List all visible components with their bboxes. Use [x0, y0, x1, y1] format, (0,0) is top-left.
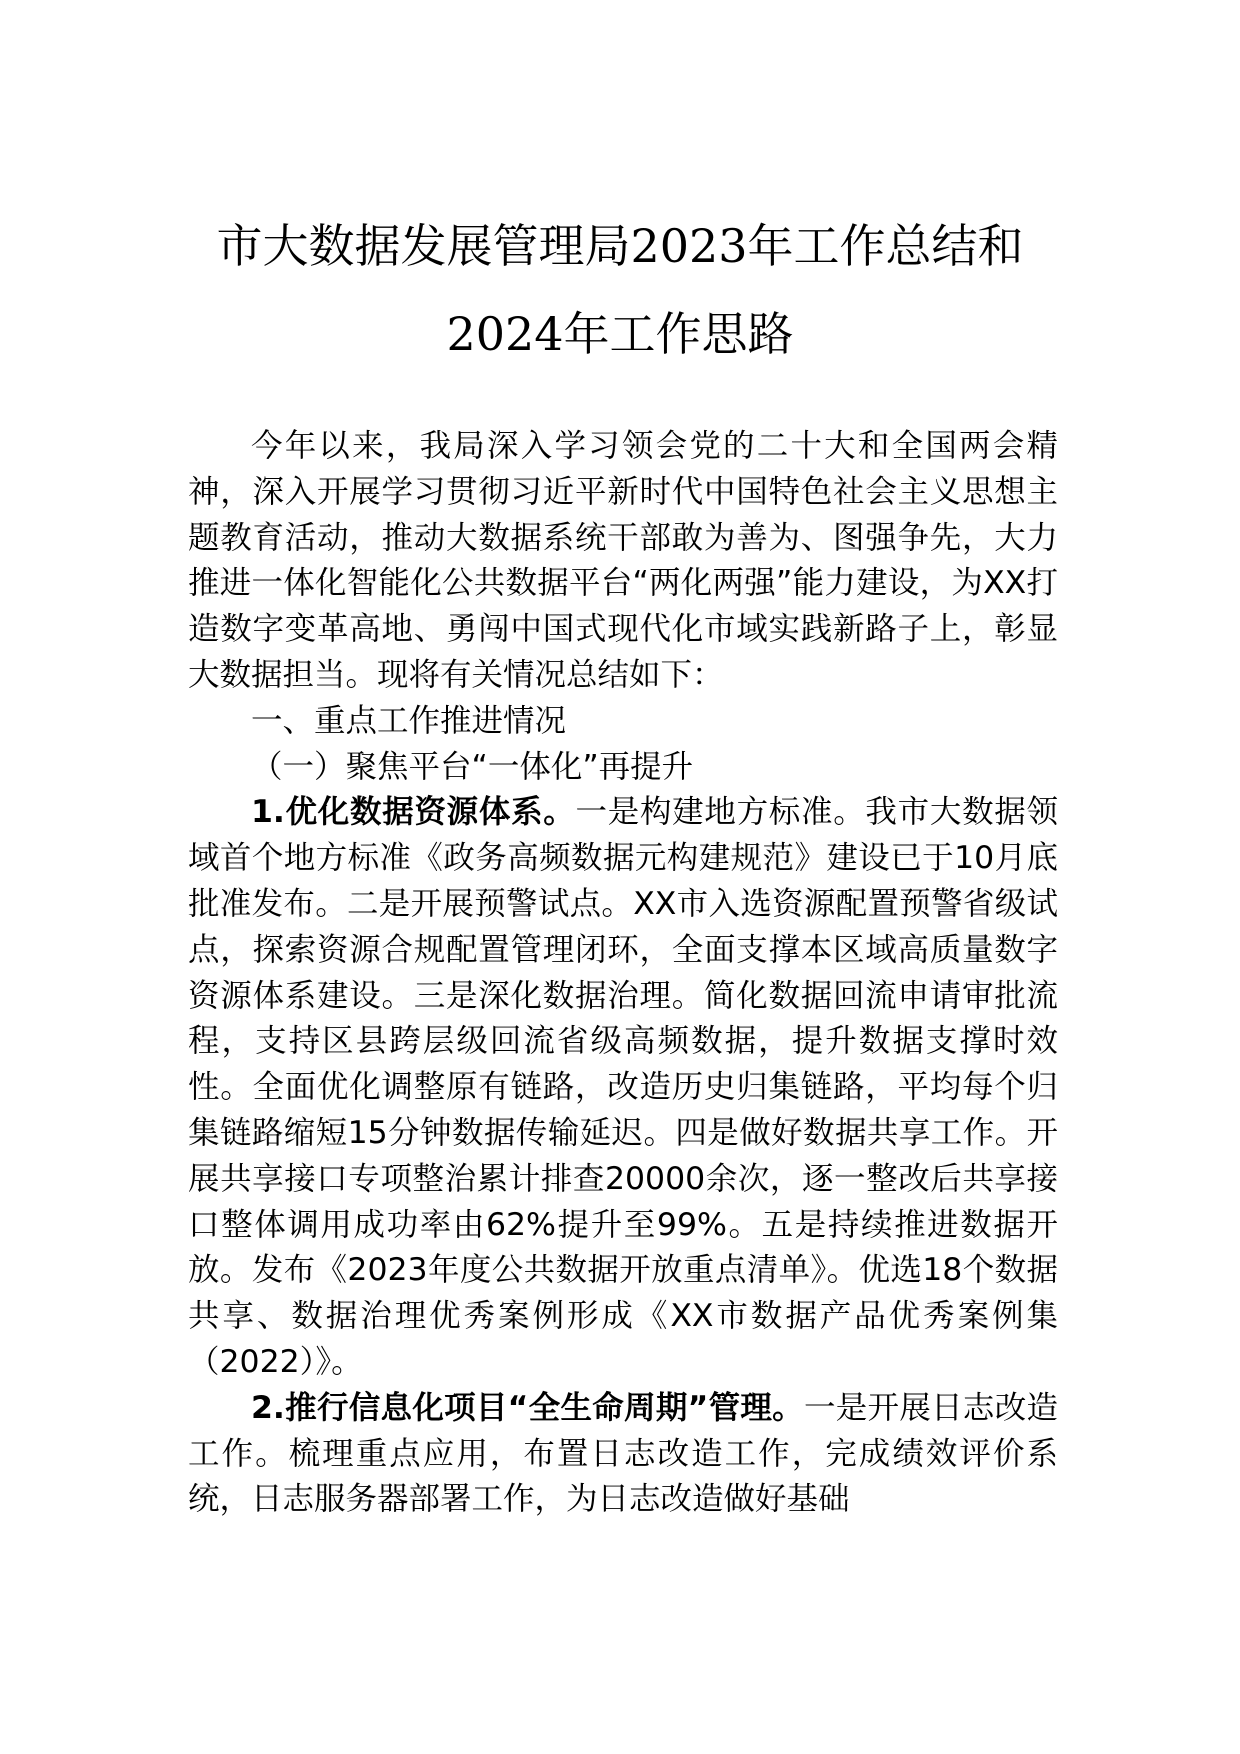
document-title-line-1: 市大数据发展管理局2023年工作总结和	[216, 219, 1024, 273]
subsection-heading: （一）聚焦平台“一体化”再提升	[251, 748, 694, 785]
item-1-paragraph	[188, 790, 1058, 1385]
document-title-line-2: 2024年工作思路	[446, 307, 794, 361]
item-1-lead: 1.优化数据资源体系。	[251, 794, 576, 831]
item-2-lead: 2.推行信息化项目“全生命周期”管理。	[251, 1389, 804, 1426]
document-body	[188, 424, 1058, 1523]
item-2-paragraph	[188, 1386, 1058, 1523]
intro-paragraph: 今年以来，我局深入学习领会党的二十大和全国两会精神，深入开展学习贯彻习近平新时代中国特色社会主义思想主题教育活动，推动大数据系统干部敢为善为、图强争先，大力推进一体化智能化公共数据平台“两化两强”能力建设，为XX打造数字变革高地、勇闯中国式现代化市域实践新路子上，彰显大数据担当。现将有关情况总结如下：	[188, 428, 1058, 693]
section-heading: 一、重点工作推进情况	[251, 702, 567, 739]
item-2-body: 一是开展日志改造工作。梳理重点应用，布置日志改造工作，完成绩效评价系统，日志服务器部署工作，为日志改造做好基础	[188, 1389, 1058, 1518]
item-1-body: 一是构建地方标准。我市大数据领域首个地方标准《政务高频数据元构建规范》建设已于10月底批准发布。二是开展预警试点。XX市入选资源配置预警省级试点，探索资源合规配置管理闭环，全面支撑本区域高质量数字资源体系建设。三是深化数据治理。简化数据回流申请审批流程，支持区县跨层级回流省级高频数据，提升数据支撑时效性。全面优化调整原有链路，改造历史归集链路，平均每个归集链路缩短15分钟数据传输延迟。四是做好数据共享工作。开展共享接口专项整治累计排查20000余次，逐一整改后共享接口整体调用成功率由62%提升至99%。五是持续推进数据开放。发布《2023年度公共数据开放重点清单》。优选18个数据共享、数据治理优秀案例形成《XX市数据产品优秀案例集（2022）》。	[188, 794, 1058, 1380]
